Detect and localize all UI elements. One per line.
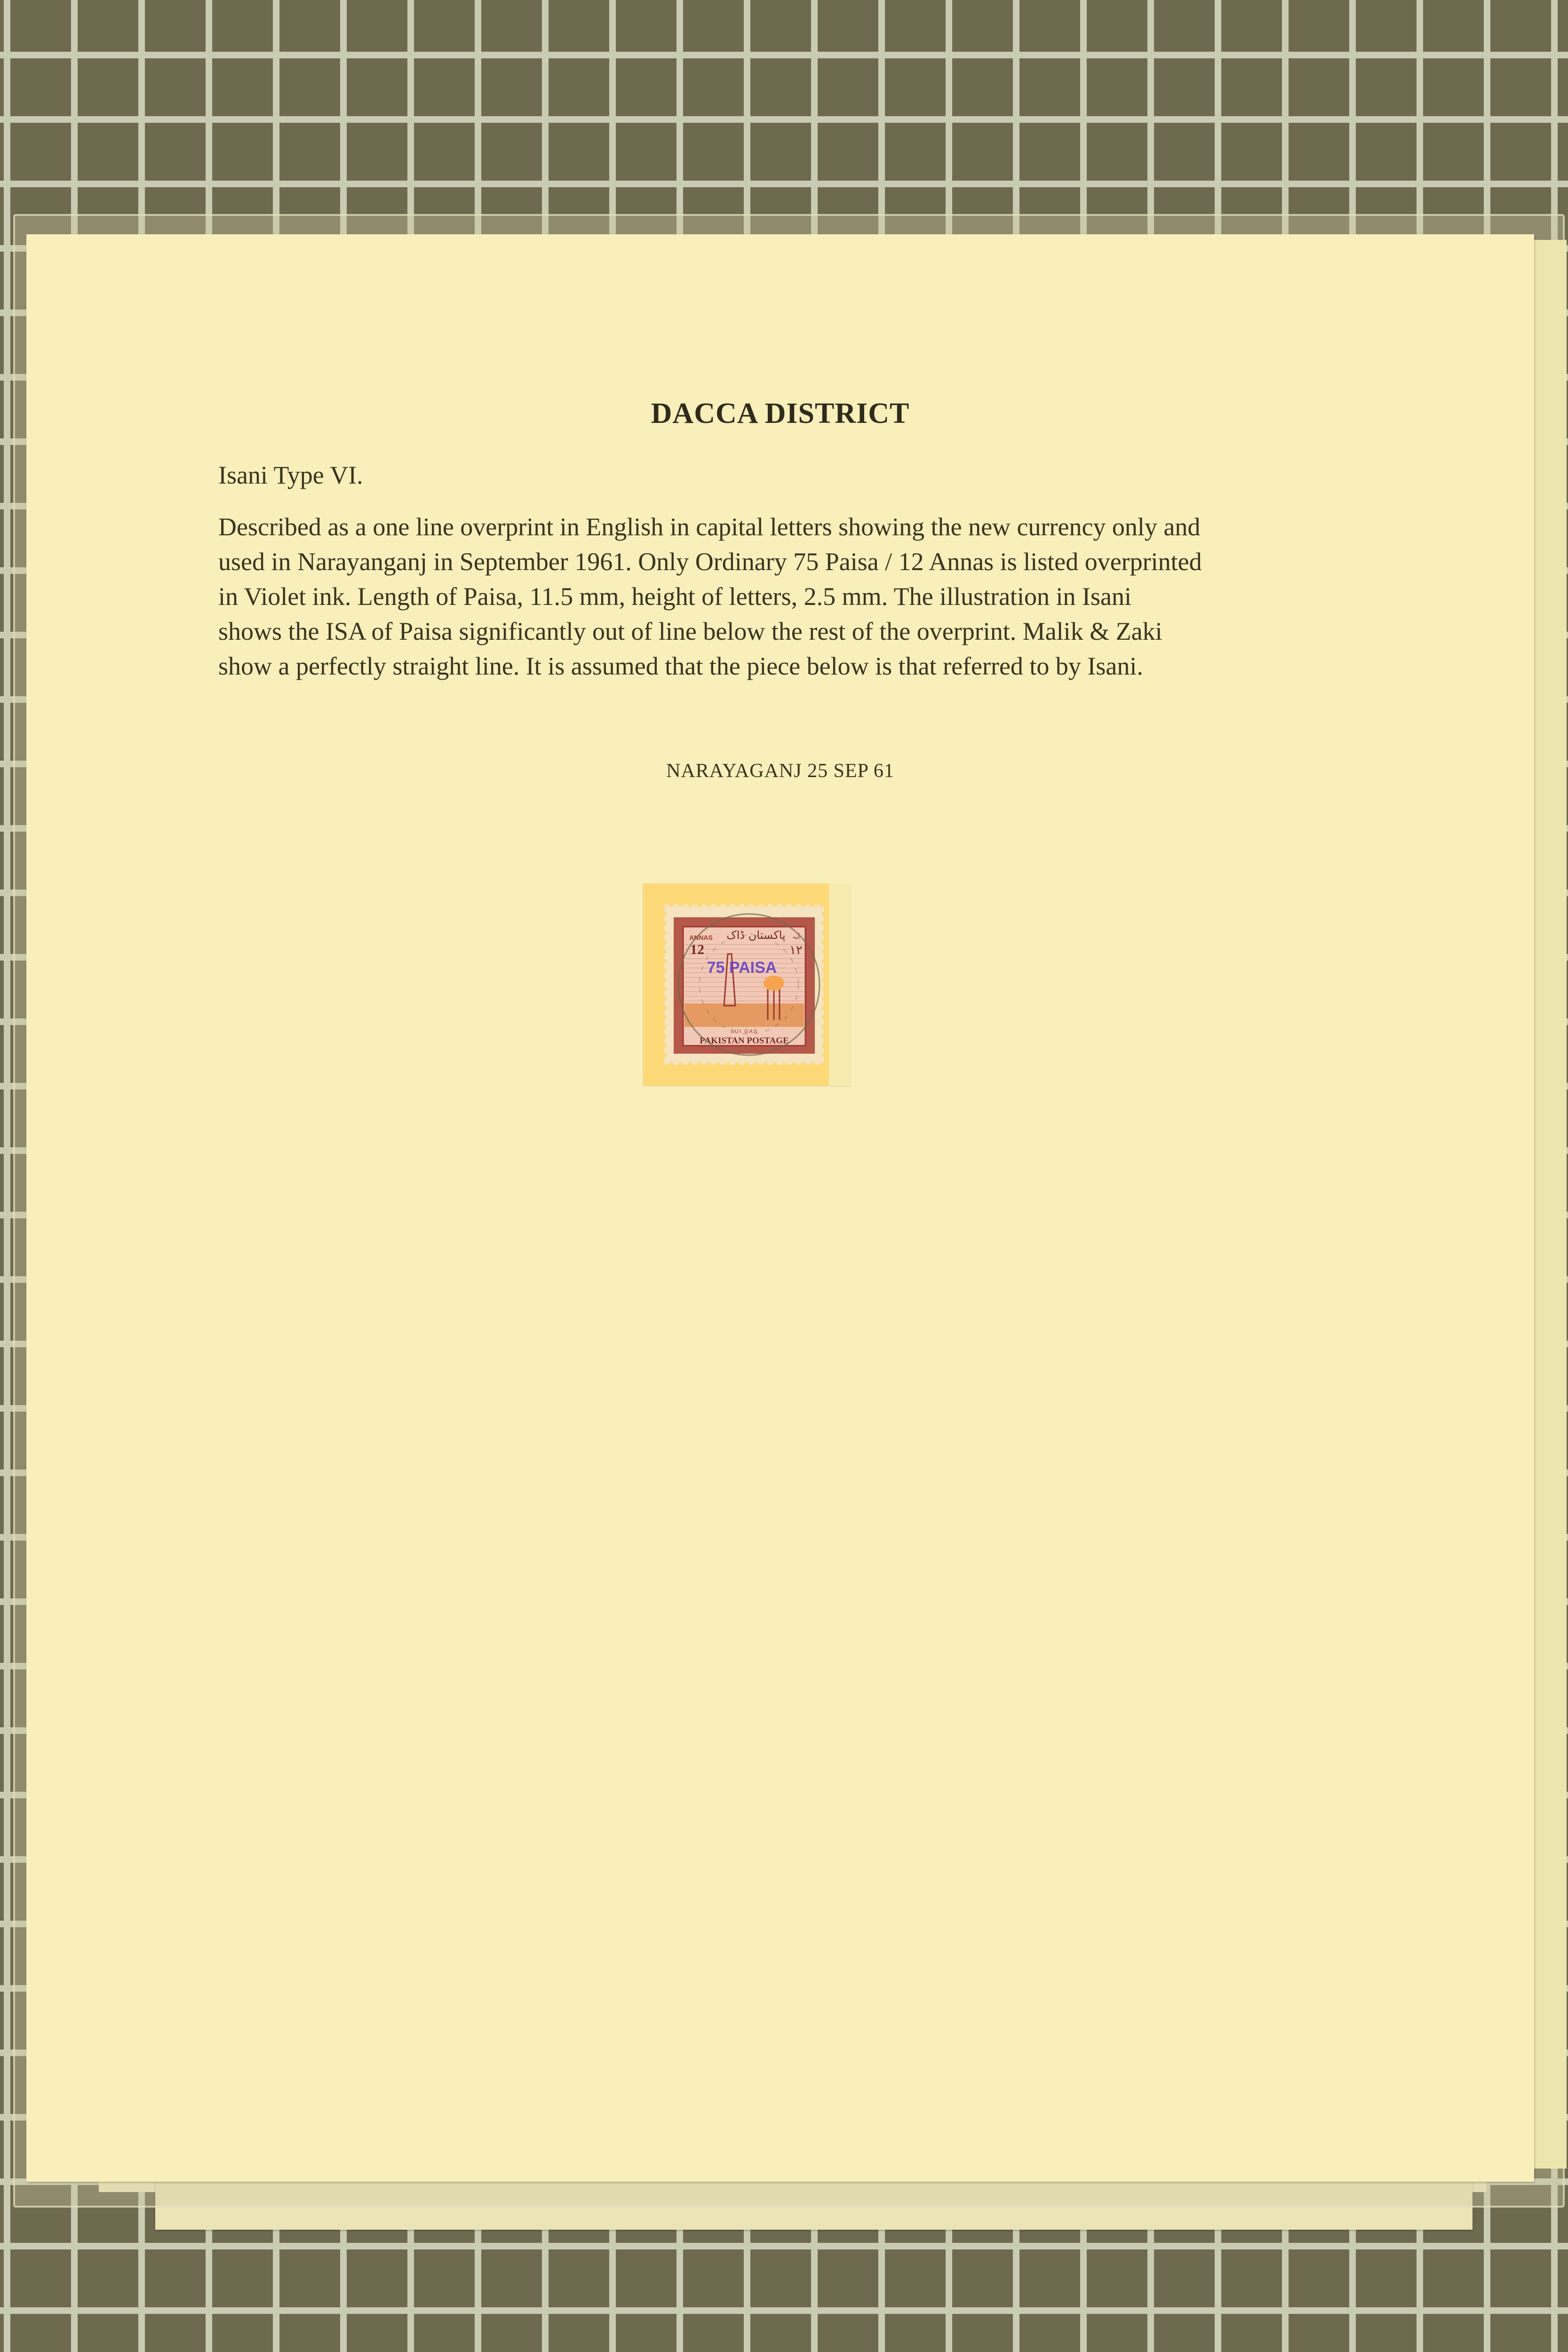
description-paragraph (218, 509, 1371, 683)
description-line: show a perfectly straight line. It is assumed that the piece below is that referred to by Isani. (218, 652, 1143, 680)
description-line: in Violet ink. Length of Paisa, 11.5 mm, height of letters, 2.5 mm. The illustration in Isani (218, 582, 1132, 611)
description-line: shows the ISA of Paisa significantly out of line below the rest of the overprint. Malik & Zaki (218, 617, 1162, 645)
adjacent-page-edge (1534, 240, 1567, 2169)
stamp-image (643, 883, 850, 1086)
type-label: Isani Type VI. (218, 461, 363, 489)
stamp-denomination-unit: ANNAS (689, 934, 713, 941)
overprint: 75 PAISA (707, 959, 777, 977)
stamp-caption: NARAYAGANJ 25 SEP 61 (666, 760, 894, 782)
description-line: Described as a one line overprint in English in capital letters showing the new currency only and (218, 513, 1201, 541)
description-line: used in Narayanganj in September 1961. Only Ordinary 75 Paisa / 12 Annas is listed overprinted (218, 548, 1202, 576)
page-title: DACCA DISTRICT (651, 397, 910, 429)
stamp-scene-label: SUI GAS (730, 1029, 758, 1034)
stamp-urdu-title: پاکستان ڈاک (726, 929, 786, 942)
album-page (26, 234, 1534, 2182)
stamp-denomination-value: 12 (690, 942, 704, 957)
stamp-urdu-unit: آنہ (792, 933, 800, 941)
stamp-on-piece (643, 883, 850, 1086)
stamp-country-label: PAKISTAN POSTAGE (700, 1036, 789, 1046)
stamp-urdu-value: ١٢ (789, 943, 803, 957)
